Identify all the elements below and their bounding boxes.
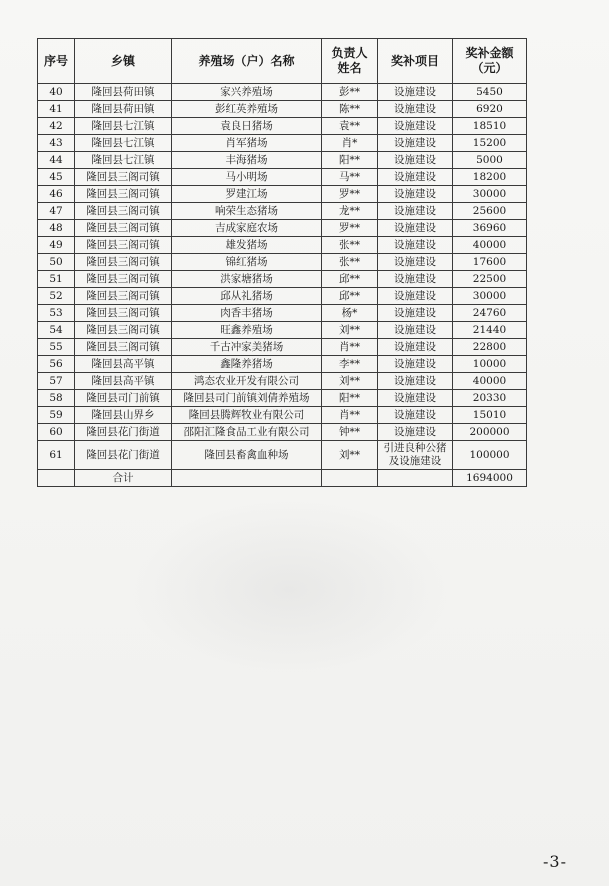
row-no: 53: [38, 305, 75, 322]
row-amount: 10000: [453, 356, 527, 373]
row-person: 罗**: [322, 220, 378, 237]
row-no: 58: [38, 390, 75, 407]
row-farm: 旺鑫养殖场: [172, 322, 322, 339]
row-project: 设施建设: [378, 118, 453, 135]
row-town: 隆回县七江镇: [75, 152, 172, 169]
row-person: 邱**: [322, 288, 378, 305]
page-number: -3-: [543, 852, 567, 871]
row-amount: 25600: [453, 203, 527, 220]
total-project-cell: [378, 470, 453, 487]
row-farm: 彭红英养殖场: [172, 101, 322, 118]
row-town: 隆回县七江镇: [75, 135, 172, 152]
row-project: 设施建设: [378, 305, 453, 322]
row-amount: 17600: [453, 254, 527, 271]
row-amount: 15010: [453, 407, 527, 424]
row-farm: 千古冲家美猪场: [172, 339, 322, 356]
row-person: 彭**: [322, 84, 378, 101]
row-farm: 邵阳汇隆食品工业有限公司: [172, 424, 322, 441]
row-no: 60: [38, 424, 75, 441]
row-farm: 隆回县司门前镇刘倩养殖场: [172, 390, 322, 407]
row-person: 张**: [322, 254, 378, 271]
row-project: 设施建设: [378, 339, 453, 356]
total-label: 合计: [75, 470, 172, 487]
row-person: 肖**: [322, 339, 378, 356]
row-person: 龙**: [322, 203, 378, 220]
table-row: [38, 288, 527, 305]
header-town: 乡镇: [75, 39, 172, 84]
row-no: 51: [38, 271, 75, 288]
subsidy-table: [37, 38, 527, 487]
row-amount: 30000: [453, 288, 527, 305]
row-person: 阳**: [322, 152, 378, 169]
row-town: 隆回县三阁司镇: [75, 339, 172, 356]
row-project: 设施建设: [378, 356, 453, 373]
row-town: 隆回县花门街道: [75, 441, 172, 470]
row-town: 隆回县三阁司镇: [75, 322, 172, 339]
row-no: 42: [38, 118, 75, 135]
row-person: 马**: [322, 169, 378, 186]
row-no: 44: [38, 152, 75, 169]
row-project: 引进良种公猪及设施建设: [378, 441, 453, 470]
row-amount: 6920: [453, 101, 527, 118]
row-amount: 36960: [453, 220, 527, 237]
table-row: [38, 424, 527, 441]
total-row: [38, 470, 527, 487]
row-farm: 邱从礼猪场: [172, 288, 322, 305]
row-farm: 隆回县畜禽血种场: [172, 441, 322, 470]
row-farm: 锦红猪场: [172, 254, 322, 271]
row-project: 设施建设: [378, 390, 453, 407]
row-farm: 丰海猪场: [172, 152, 322, 169]
row-amount: 40000: [453, 373, 527, 390]
row-farm: 家兴养殖场: [172, 84, 322, 101]
row-amount: 22500: [453, 271, 527, 288]
row-town: 隆回县司门前镇: [75, 390, 172, 407]
row-amount: 18510: [453, 118, 527, 135]
row-town: 隆回县七江镇: [75, 118, 172, 135]
header-no: 序号: [38, 39, 75, 84]
row-farm: 肖军猪场: [172, 135, 322, 152]
row-amount: 40000: [453, 237, 527, 254]
row-town: 隆回县三阁司镇: [75, 254, 172, 271]
table-row: [38, 390, 527, 407]
row-person: 肖**: [322, 407, 378, 424]
row-farm: 吉成家庭农场: [172, 220, 322, 237]
total-farm-cell: [172, 470, 322, 487]
scan-smudge: [130, 500, 450, 680]
row-person: 刘**: [322, 441, 378, 470]
row-town: 隆回县三阁司镇: [75, 186, 172, 203]
row-town: 隆回县三阁司镇: [75, 237, 172, 254]
table-row: [38, 169, 527, 186]
table-row: [38, 118, 527, 135]
row-amount: 200000: [453, 424, 527, 441]
row-project: 设施建设: [378, 373, 453, 390]
row-no: 57: [38, 373, 75, 390]
total-person-cell: [322, 470, 378, 487]
header-project: 奖补项目: [378, 39, 453, 84]
row-farm: 洪家塘猪场: [172, 271, 322, 288]
row-town: 隆回县高平镇: [75, 356, 172, 373]
row-town: 隆回县花门街道: [75, 424, 172, 441]
row-amount: 100000: [453, 441, 527, 470]
row-town: 隆回县高平镇: [75, 373, 172, 390]
row-farm: 罗建江场: [172, 186, 322, 203]
row-project: 设施建设: [378, 237, 453, 254]
row-person: 张**: [322, 237, 378, 254]
row-amount: 15200: [453, 135, 527, 152]
table-row: [38, 322, 527, 339]
row-amount: 22800: [453, 339, 527, 356]
row-project: 设施建设: [378, 135, 453, 152]
row-project: 设施建设: [378, 203, 453, 220]
table-row: [38, 237, 527, 254]
row-project: 设施建设: [378, 169, 453, 186]
row-farm: 鑫隆养猪场: [172, 356, 322, 373]
row-farm: 隆回县腾辉牧业有限公司: [172, 407, 322, 424]
row-amount: 5450: [453, 84, 527, 101]
row-project: 设施建设: [378, 271, 453, 288]
total-amount: 1694000: [453, 470, 527, 487]
row-person: 李**: [322, 356, 378, 373]
row-town: 隆回县三阁司镇: [75, 203, 172, 220]
table-row: [38, 135, 527, 152]
table-row: [38, 203, 527, 220]
row-person: 杨*: [322, 305, 378, 322]
total-no-cell: [38, 470, 75, 487]
row-no: 49: [38, 237, 75, 254]
table-row: [38, 441, 527, 470]
table-header-row: [38, 39, 527, 84]
table-row: [38, 271, 527, 288]
table-row: [38, 373, 527, 390]
row-town: 隆回县山界乡: [75, 407, 172, 424]
row-no: 54: [38, 322, 75, 339]
table-row: [38, 356, 527, 373]
row-no: 55: [38, 339, 75, 356]
row-project: 设施建设: [378, 288, 453, 305]
row-town: 隆回县三阁司镇: [75, 271, 172, 288]
row-no: 45: [38, 169, 75, 186]
row-farm: 雄发猪场: [172, 237, 322, 254]
row-project: 设施建设: [378, 254, 453, 271]
row-project: 设施建设: [378, 424, 453, 441]
row-person: 袁**: [322, 118, 378, 135]
row-farm: 鸿态农业开发有限公司: [172, 373, 322, 390]
row-no: 46: [38, 186, 75, 203]
row-no: 50: [38, 254, 75, 271]
row-person: 陈**: [322, 101, 378, 118]
table-row: [38, 84, 527, 101]
row-amount: 5000: [453, 152, 527, 169]
row-amount: 30000: [453, 186, 527, 203]
table-row: [38, 186, 527, 203]
row-no: 43: [38, 135, 75, 152]
row-project: 设施建设: [378, 152, 453, 169]
row-project: 设施建设: [378, 186, 453, 203]
row-amount: 18200: [453, 169, 527, 186]
row-no: 56: [38, 356, 75, 373]
table-row: [38, 407, 527, 424]
row-person: 刘**: [322, 322, 378, 339]
row-person: 肖*: [322, 135, 378, 152]
table-row: [38, 101, 527, 118]
row-no: 59: [38, 407, 75, 424]
row-person: 钟**: [322, 424, 378, 441]
table-row: [38, 339, 527, 356]
row-no: 40: [38, 84, 75, 101]
row-person: 阳**: [322, 390, 378, 407]
row-no: 41: [38, 101, 75, 118]
row-no: 52: [38, 288, 75, 305]
row-town: 隆回县三阁司镇: [75, 305, 172, 322]
row-person: 刘**: [322, 373, 378, 390]
header-farm: 养殖场（户）名称: [172, 39, 322, 84]
row-amount: 21440: [453, 322, 527, 339]
row-project: 设施建设: [378, 322, 453, 339]
row-town: 隆回县荷田镇: [75, 101, 172, 118]
row-person: 罗**: [322, 186, 378, 203]
row-farm: 马小明场: [172, 169, 322, 186]
row-project: 设施建设: [378, 101, 453, 118]
row-no: 61: [38, 441, 75, 470]
row-no: 47: [38, 203, 75, 220]
table-row: [38, 220, 527, 237]
row-town: 隆回县荷田镇: [75, 84, 172, 101]
row-town: 隆回县三阁司镇: [75, 169, 172, 186]
row-town: 隆回县三阁司镇: [75, 220, 172, 237]
table-row: [38, 305, 527, 322]
table-row: [38, 254, 527, 271]
row-farm: 响荣生态猪场: [172, 203, 322, 220]
table-row: [38, 152, 527, 169]
header-amount: 奖补金额（元）: [453, 39, 527, 84]
row-amount: 24760: [453, 305, 527, 322]
row-town: 隆回县三阁司镇: [75, 288, 172, 305]
row-project: 设施建设: [378, 407, 453, 424]
header-person: 负责人姓名: [322, 39, 378, 84]
row-project: 设施建设: [378, 220, 453, 237]
row-project: 设施建设: [378, 84, 453, 101]
row-farm: 肉香丰猪场: [172, 305, 322, 322]
row-farm: 袁良日猪场: [172, 118, 322, 135]
row-amount: 20330: [453, 390, 527, 407]
row-no: 48: [38, 220, 75, 237]
row-person: 邱**: [322, 271, 378, 288]
